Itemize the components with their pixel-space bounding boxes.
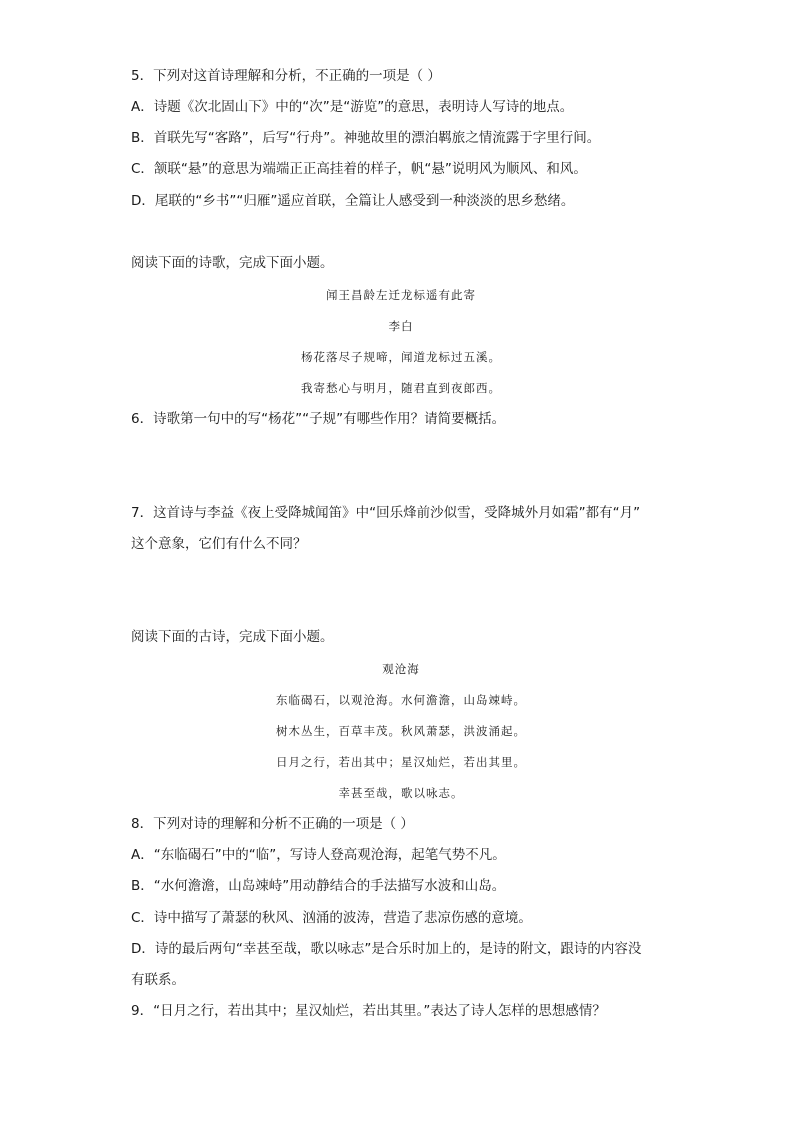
poem-1-line-2: 我寄愁心与明月，随君直到夜郎西。 [301,381,501,395]
section-3-instruction: 阅读下面的古诗，完成下面小题。 [131,629,334,645]
question-5-option-a: A．诗题《次北固山下》中的“次”是“游览”的意思，表明诗人写诗的地点。 [131,99,574,115]
poem-1-author: 李白 [388,319,414,333]
section-2-instruction: 阅读下面的诗歌，完成下面小题。 [131,255,334,271]
question-8-option-a: A．“东临碣石”中的“临”，写诗人登高观沧海，起笔气势不凡。 [131,847,506,863]
question-5-option-d: D．尾联的“乡书”“归雁”遥应首联，全篇让人感受到一种淡淡的思乡愁绪。 [131,193,575,209]
question-8-option-b: B．“水何澹澹，山岛竦峙”用动静结合的手法描写水波和山岛。 [131,878,506,894]
question-7-stem-line-1: 7．这首诗与李益《夜上受降城闻笛》中“回乐烽前沙似雪，受降城外月如霜”都有“月” [131,505,641,521]
question-6-stem: 6．诗歌第一句中的写“杨花”“子规”有哪些作用？请简要概括。 [131,411,506,427]
question-5-stem: 5．下列对这首诗理解和分析，不正确的一项是（ ） [131,68,441,84]
question-8-option-d-continued: 有联系。 [131,972,185,988]
poem-2-line-3: 日月之行，若出其中；星汉灿烂，若出其里。 [276,755,526,769]
question-8-option-c: C．诗中描写了萧瑟的秋风、汹涌的波涛，营造了悲凉伤感的意境。 [131,910,532,926]
poem-2-line-1: 东临碣石，以观沧海。水何澹澹，山岛竦峙。 [276,693,526,707]
question-8-option-d: D．诗的最后两句“幸甚至哉，歌以咏志”是合乐时加上的，是诗的附文，跟诗的内容没 [131,941,642,957]
poem-1-line-1: 杨花落尽子规啼，闻道龙标过五溪。 [301,350,501,364]
question-8-stem: 8．下列对诗的理解和分析不正确的一项是（ ） [131,816,414,832]
poem-1-title: 闻王昌龄左迁龙标遥有此寄 [326,288,476,302]
question-9-stem: 9．“日月之行，若出其中；星汉灿烂，若出其里。”表达了诗人怎样的思想感情？ [131,1003,606,1019]
question-5-option-b: B．首联先写“客路”，后写“行舟”。神驰故里的漂泊羁旅之情流露于字里行间。 [131,130,601,146]
question-5-option-c: C．颔联“悬”的意思为端端正正高挂着的样子，帆“悬”说明风为顺风、和风。 [131,161,587,177]
poem-2-line-2: 树木丛生，百草丰茂。秋风萧瑟，洪波涌起。 [276,724,526,738]
poem-2-title: 观沧海 [382,662,420,676]
poem-2-line-4: 幸甚至哉，歌以咏志。 [338,786,464,800]
question-7-stem-line-2: 这个意象，它们有什么不同？ [131,536,307,552]
